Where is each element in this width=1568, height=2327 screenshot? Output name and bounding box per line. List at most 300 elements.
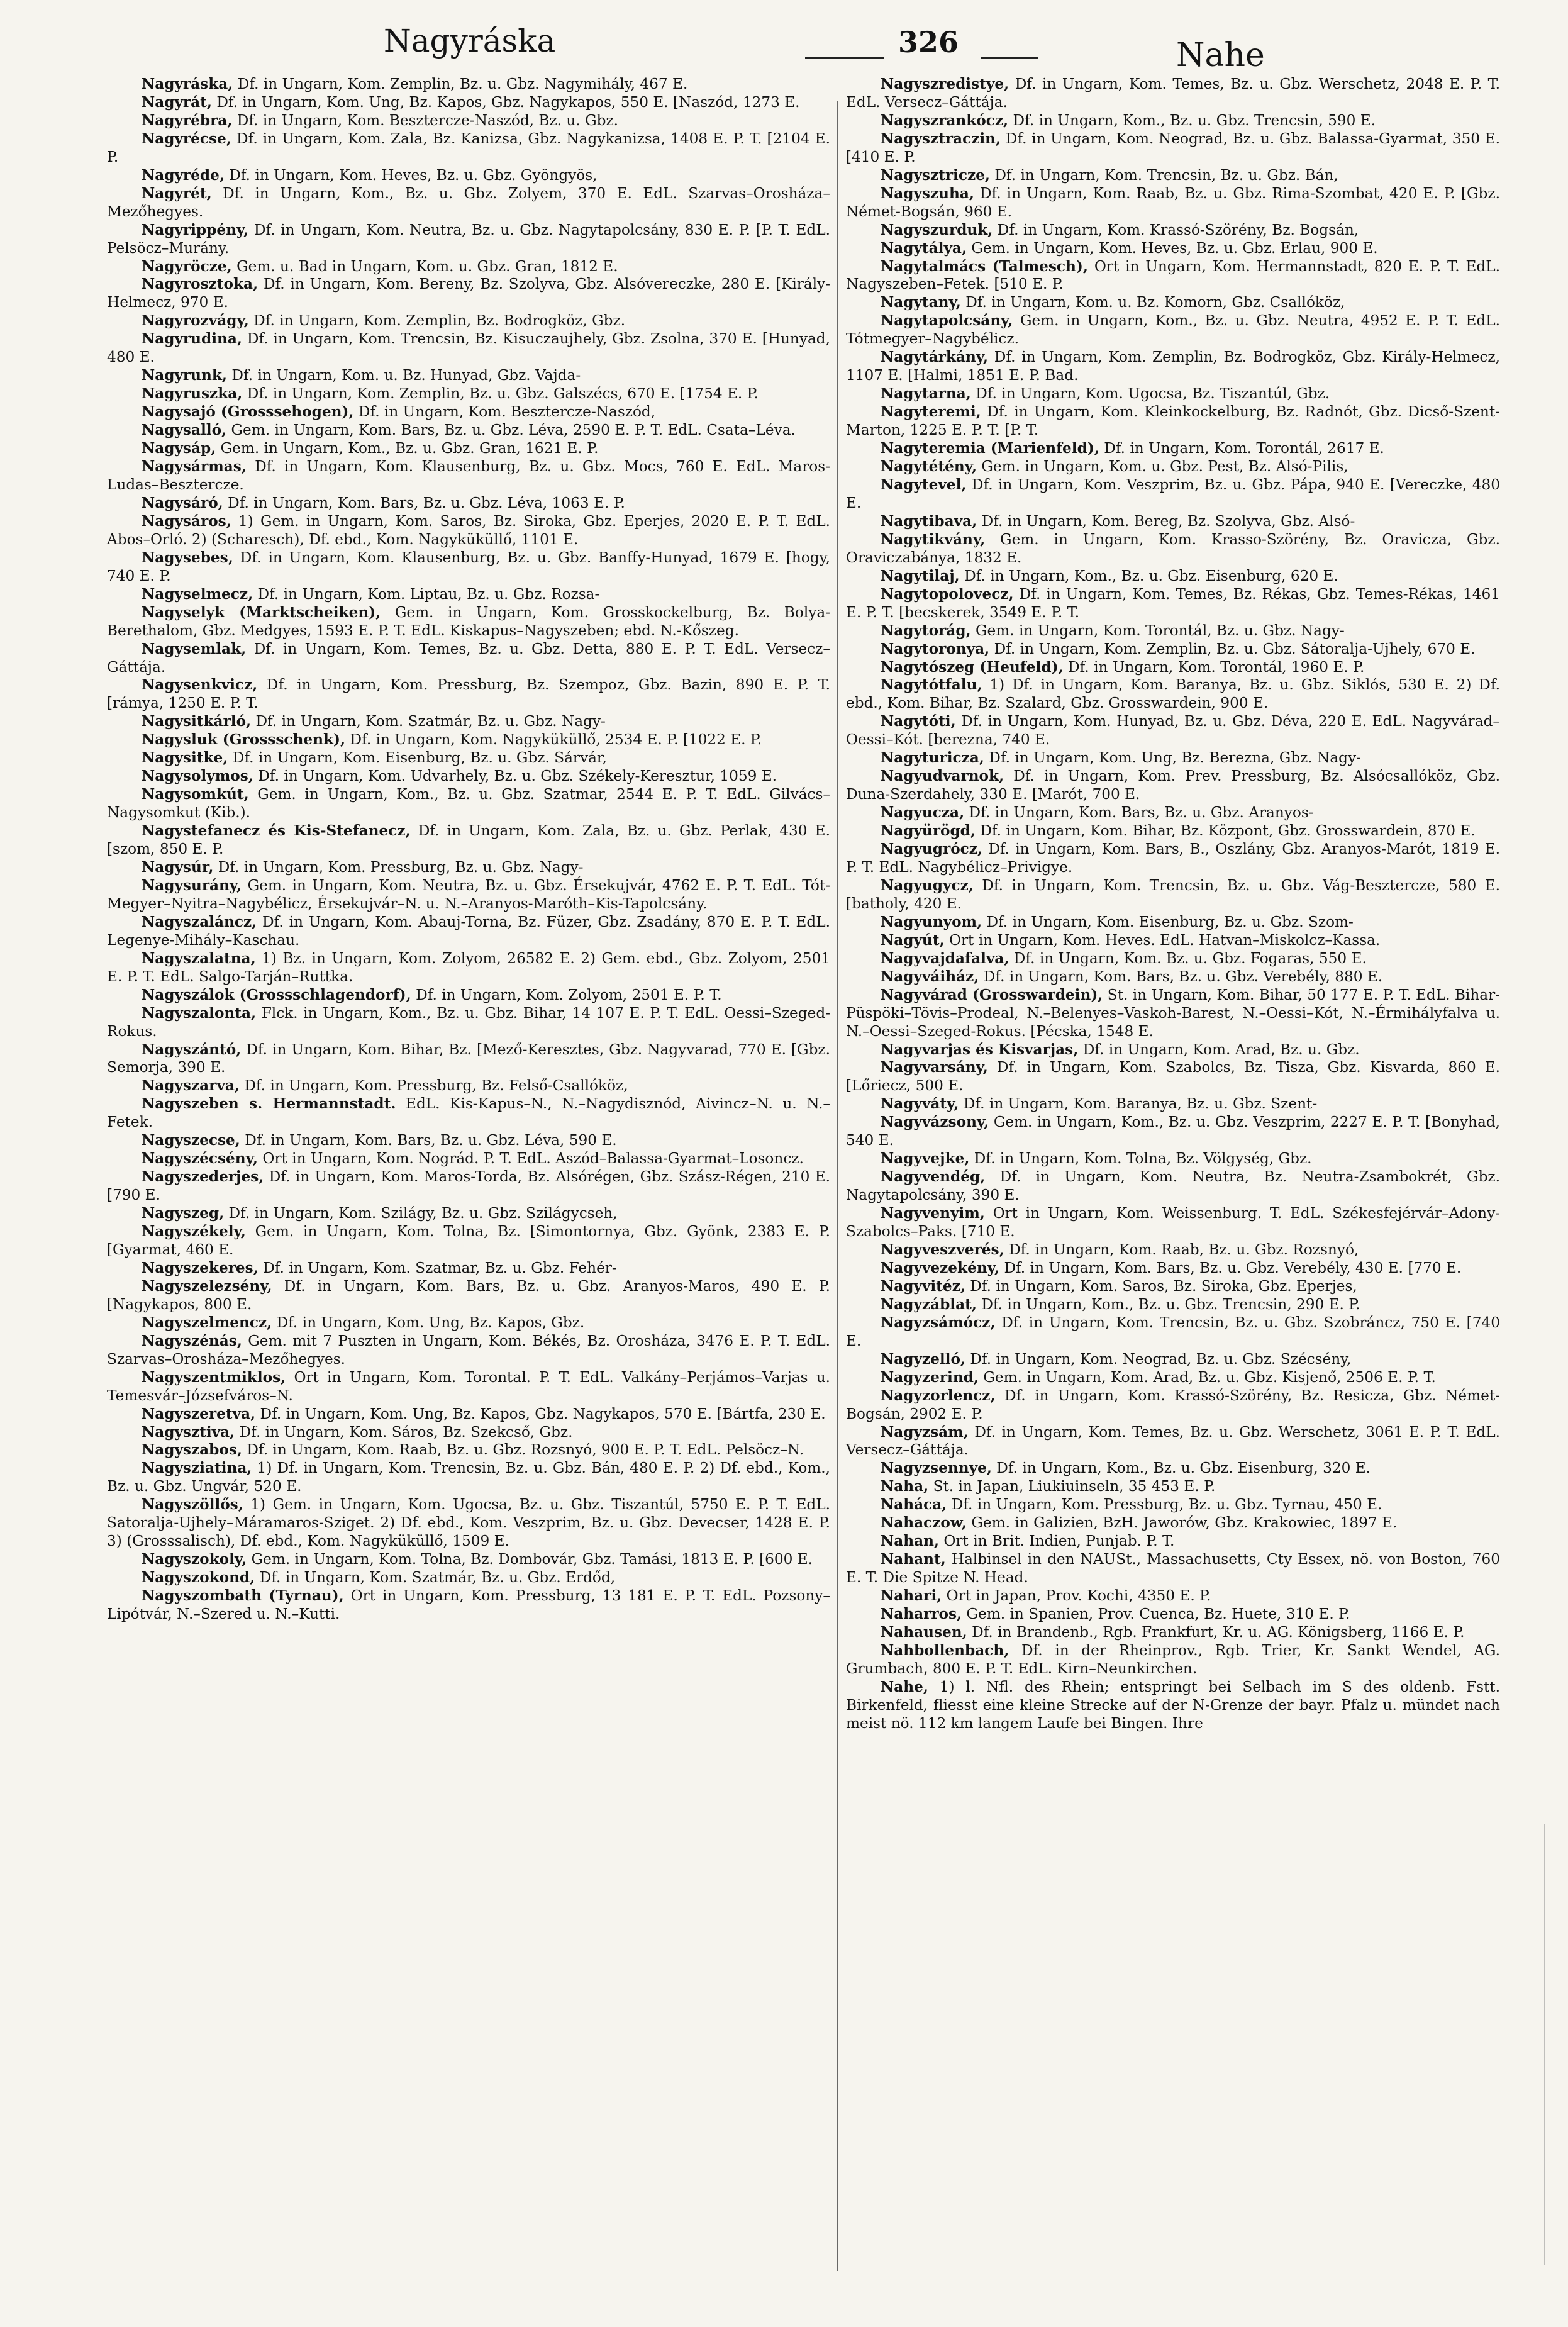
dictionary-entry (846, 221, 1500, 240)
entry-text: Df. in Ungarn, Kom. Bars, Bz. u. Gbz. Verebély, 430 E. [770 E. (1004, 1259, 1462, 1276)
entry-text: Df. in Ungarn, Kom. Neutra, Bz. Neutra-Zsambokrét, Gbz. Nagytapolcsány, 390 E. (846, 1168, 1500, 1204)
dictionary-entry (846, 1259, 1500, 1278)
entry-headword: Nagytoronya, (881, 640, 990, 657)
entry-text: Df. in Brandenb., Rgb. Frankfurt, Kr. u. AG. Königsberg, 1166 E. P. (972, 1624, 1465, 1641)
dictionary-entry (846, 130, 1500, 167)
dictionary-entry (107, 385, 830, 403)
entry-text: Df. in Ungarn, Kom. Szatmár, Bz. u. Gbz. Nagy- (255, 713, 606, 730)
dictionary-entry (107, 1441, 830, 1459)
dictionary-entry (107, 950, 830, 986)
entry-headword: Nagyteremia (Marienfeld), (881, 440, 1099, 457)
entry-headword: Nagyszálok (Grossschlagendorf), (142, 986, 411, 1003)
entry-headword: Nagyszuha, (881, 184, 974, 202)
dictionary-entry (846, 1241, 1500, 1259)
entry-text: Df. in Ungarn, Kom. Pressburg, Bz. u. Gbz. Tyrnau, 450 E. (951, 1496, 1382, 1514)
dictionary-entry (846, 932, 1500, 950)
dictionary-entry (107, 640, 830, 677)
dictionary-entry (846, 458, 1500, 476)
dictionary-entry (107, 1132, 830, 1150)
entry-text: Df. in der Rheinprov., Rgb. Trier, Kr. Sankt Wendel, AG. Grumbach, 800 E. P. T. EdL. Kirn–Neunkirchen. (846, 1641, 1501, 1677)
entry-headword: Nagysenkvicz, (142, 676, 258, 694)
entry-text: Ort in Japan, Prov. Kochi, 4350 E. P. (946, 1587, 1211, 1605)
dictionary-entry (846, 476, 1500, 513)
entry-text: Df. in Ungarn, Kom. Tolna, Bz. Völgység, Gbz. (974, 1150, 1312, 1168)
entry-text: Df. in Ungarn, Kom. u. Bz. Komorn, Gbz. Csallóköz, (965, 294, 1345, 311)
entry-headword: Nagyvitéz, (881, 1277, 965, 1295)
dictionary-entry (846, 1351, 1500, 1369)
dictionary-entry (107, 1569, 830, 1587)
dictionary-entry (846, 1532, 1500, 1551)
page-edge-mark (1544, 1824, 1545, 2265)
entry-text: Gem. in Ungarn, Kom., Bz. u. Gbz. Gran, 1621 E. P. (220, 440, 599, 457)
entry-headword: Nagysemlak, (142, 640, 247, 657)
dictionary-entry (107, 713, 830, 731)
entry-text: Gem. mit 7 Puszten in Ungarn, Kom. Békés, Bz. Orosháza, 3476 E. P. T. EdL. Szarvas–Orosháza–Mezőhegyes. (107, 1332, 831, 1368)
entry-text: Df. in Ungarn, Kom. Zolyom, 2501 E. P. T. (416, 986, 722, 1003)
entry-text: Df. in Ungarn, Kom. Krassó-Szörény, Bz. Resicza, Gbz. Német-Bogsán, 2902 E. P. (846, 1387, 1500, 1422)
dictionary-entry (107, 822, 830, 859)
entry-text: Df. in Ungarn, Kom. Besztercze-Naszód, (358, 403, 656, 421)
entry-headword: Nagyucza, (881, 804, 965, 822)
entry-headword: Nahari, (881, 1587, 942, 1605)
dictionary-entry (846, 1642, 1500, 1678)
entry-text: Df. in Ungarn, Kom., Bz. u. Gbz. Zolyem, 370 E. EdL. Szarvas–Orosháza–Mezőhegyes. (107, 184, 831, 220)
dictionary-entry (846, 1205, 1500, 1241)
entry-text: Df. in Ungarn, Kom. Hunyad, Bz. u. Gbz. Déva, 220 E. EdL. Nagyvárad–Oessi–Kót. [berezna, 740 E. (846, 713, 1501, 749)
dictionary-entry (846, 1459, 1500, 1478)
dictionary-entry (846, 1113, 1500, 1150)
entry-headword: Nagytilaj, (881, 567, 960, 584)
entry-text: Df. in Ungarn, Kom. Bereg, Bz. Szolyva, Gbz. Alsó- (981, 512, 1355, 530)
entry-headword: Nagyszeg, (142, 1205, 225, 1222)
dictionary-entry (107, 367, 830, 385)
dictionary-entry (846, 1424, 1500, 1460)
dictionary-entry (107, 167, 830, 185)
dictionary-entry (846, 1059, 1500, 1095)
entry-headword: Nagysluk (Grossschenk), (142, 731, 346, 749)
dictionary-entry (846, 1041, 1500, 1059)
entry-text: Df. in Ungarn, Kom. Raab, Bz. u. Gbz. Rozsnyó, 900 E. P. T. EdL. Pelsöcz–N. (247, 1441, 804, 1459)
dictionary-entry (846, 659, 1500, 677)
dictionary-entry (846, 1496, 1500, 1514)
entry-headword: Nagyugrócz, (881, 840, 983, 858)
entry-text: Ort in Ungarn, Kom. Weissenburg. T. EdL. Székesfejérvár–Adony-Szabolcs–Paks. [710 E. (846, 1205, 1501, 1241)
dictionary-entry (846, 676, 1500, 713)
header-first-entry: Nagyráska (384, 23, 556, 59)
entry-headword: Nagyzerind, (881, 1368, 979, 1386)
entry-headword: Nagysztiva, (142, 1423, 235, 1441)
entry-text: Df. in Ungarn, Kom. Besztercze-Naszód, Bz. u. Gbz. (236, 111, 619, 129)
entry-headword: Nahbollenbach, (881, 1641, 1009, 1659)
entry-text: Df. in Ungarn, Kom. Zemplin, Bz. u. Gbz. Nagymihály, 467 E. (237, 75, 688, 92)
header-dash-right (981, 57, 1038, 59)
dictionary-entry (107, 221, 830, 258)
entry-text: Df. in Ungarn, Kom. Veszprim, Bz. u. Gbz. Pápa, 940 E. [Vereczke, 480 E. (846, 476, 1501, 511)
dictionary-entry (107, 549, 830, 586)
entry-text: Df. in Ungarn, Kom. Temes, Bz. u. Gbz. Werschetz, 3061 E. P. T. EdL. Versecz–Gáttája. (846, 1423, 1500, 1459)
entry-text: Df. in Ungarn, Kom. Bz. u. Gbz. Fogaras, 550 E. (1013, 949, 1367, 967)
entry-headword: Nagyvendég, (881, 1168, 986, 1186)
dictionary-entry (846, 1150, 1500, 1168)
dictionary-entry (846, 749, 1500, 767)
entry-text: Df. in Ungarn, Kom. Zemplin, Bz. Bodrogköz, Gbz. (253, 312, 626, 330)
entry-headword: Nagysitke, (142, 749, 228, 767)
entry-headword: Nagyürögd, (881, 822, 976, 840)
entry-headword: Nagysáró, (142, 494, 223, 511)
entry-headword: Nagyveszverés, (881, 1241, 1004, 1258)
entry-headword: Nagysebes, (142, 549, 233, 566)
entry-headword: Nagyvajdafalva, (881, 949, 1009, 967)
entry-headword: Nagysztricze, (881, 166, 990, 184)
entry-headword: Nagytikvány, (881, 530, 986, 548)
dictionary-entry (107, 1314, 830, 1332)
entry-text: Df. in Ungarn, Kom. Temes, Bz. Rékas, Gbz. Temes-Rékas, 1461 E. P. T. [becskerek, 3549 E. P. T. (846, 585, 1501, 621)
entry-headword: Nagyrudina, (142, 330, 242, 348)
dictionary-entry (846, 531, 1500, 567)
dictionary-entry (846, 586, 1500, 622)
dictionary-entry (846, 167, 1500, 185)
entry-headword: Nagytibava, (881, 512, 977, 530)
dictionary-entry (846, 1278, 1500, 1296)
dictionary-entry (107, 1168, 830, 1205)
dictionary-entry (107, 1223, 830, 1259)
entry-headword: Nagysztraczin, (881, 130, 1001, 147)
entry-headword: Nagyselmecz, (142, 585, 253, 603)
entry-text: Df. in Ungarn, Kom. Bihar, Bz. [Mező-Keresztes, Gbz. Nagyvarad, 770 E. [Gbz. Semorja, 390 E. (107, 1041, 831, 1076)
entry-headword: Nagyszokoly, (142, 1551, 247, 1568)
entry-text: Gem. in Ungarn, Kom. Neutra, Bz. u. Gbz. Érsekujvár, 4762 E. P. T. EdL. Tót-Megyer–Nyitra–Nagybélicz, Érsekujvár–N. u. N.–Aranyos-Maróth–Kis-Tapolcsány. (107, 876, 830, 912)
entry-text: Df. in Ungarn, Kom. Maros-Torda, Bz. Alsórégen, Gbz. Szász-Régen, 210 E. [790 E. (107, 1168, 830, 1204)
dictionary-entry (846, 112, 1500, 130)
entry-text: Df. in Ungarn, Kom. Eisenburg, Bz. u. Gbz. Szom- (986, 913, 1354, 930)
entry-headword: Nagysáros, (142, 512, 231, 530)
entry-text: Gem. in Ungarn, Kom. Bars, Bz. u. Gbz. Léva, 2590 E. P. T. EdL. Csata–Léva. (231, 421, 796, 439)
entry-text: Df. in Ungarn, Kom. Heves, Bz. u. Gbz. Gyöngyös, (229, 166, 598, 184)
dictionary-entry (846, 349, 1500, 385)
dictionary-entry (846, 1678, 1500, 1733)
entry-text: 1) Bz. in Ungarn, Kom. Zolyom, 26582 E. 2) Gem. ebd., Gbz. Zolyom, 2501 E. P. T. EdL. Salgo-Tarján–Ruttka. (107, 949, 831, 985)
entry-text: Ort in Ungarn, Kom. Heves. EdL. Hatvan–Miskolcz–Kassa. (948, 931, 1381, 949)
entry-headword: Nagyröcze, (142, 257, 232, 275)
dictionary-entry (846, 1369, 1500, 1387)
entry-text: Gem. u. Bad in Ungarn, Kom. u. Gbz. Gran, 1812 E. (236, 257, 618, 275)
entry-headword: Nagyszabos, (142, 1441, 242, 1459)
entry-headword: Nagyselyk (Marktscheiken), (142, 603, 381, 621)
entry-text: Df. in Ungarn, Kom. Zemplin, Bz. u. Gbz. Galszécs, 670 E. [1754 E. P. (247, 385, 759, 403)
entry-headword: Nagysármas, (142, 458, 247, 476)
entry-headword: Nagytalmács (Talmesch), (881, 257, 1088, 275)
dictionary-entry (107, 312, 830, 330)
dictionary-entry (846, 968, 1500, 986)
entry-headword: Nagytopolovecz, (881, 585, 1014, 603)
dictionary-entry (107, 913, 830, 950)
dictionary-entry (107, 731, 830, 749)
entry-headword: Nagytarna, (881, 385, 971, 403)
entry-headword: Nagyszentmiklos, (142, 1368, 286, 1386)
entry-text: Df. in Ungarn, Kom. Klausenburg, Bz. u. Gbz. Mocs, 760 E. EdL. Maros-Ludas–Besztercze. (107, 458, 830, 493)
entry-headword: Nahan, (881, 1532, 940, 1550)
entry-text: Flck. in Ungarn, Kom., Bz. u. Gbz. Bihar, 14 107 E. P. T. EdL. Oessi–Szeged-Rokus. (107, 1004, 830, 1040)
entry-text: Df. in Ungarn, Kom., Bz. u. Gbz. Trencsin, 290 E. P. (981, 1295, 1360, 1313)
entry-headword: Nagyszombath (Tyrnau), (142, 1587, 344, 1605)
entry-headword: Nagysziatina, (142, 1459, 252, 1477)
entry-text: Gem. in Ungarn, Kom., Bz. u. Gbz. Neutra, 4952 E. P. T. EdL. Tótmegyer–Nagybélicz. (846, 312, 1500, 348)
entry-headword: Nagyráska, (142, 75, 233, 92)
entry-headword: Nagysitkárló, (142, 713, 252, 730)
entry-headword: Nagyút, (881, 931, 945, 949)
dictionary-entry (846, 1514, 1500, 1532)
dictionary-entry (107, 1077, 830, 1095)
entry-headword: Nahausen, (881, 1624, 967, 1641)
dictionary-entry (846, 640, 1500, 659)
dictionary-entry (846, 403, 1500, 440)
dictionary-entry (107, 1205, 830, 1223)
entry-text: Df. in Ungarn, Kom. Arad, Bz. u. Gbz. (1082, 1041, 1360, 1058)
entry-text: Df. in Ungarn, Kom. Bihar, Bz. Központ, Gbz. Grosswardein, 870 E. (980, 822, 1476, 840)
dictionary-entry (846, 840, 1500, 877)
entry-text: Df. in Ungarn, Kom. Bars, Bz. u. Gbz. Léva, 590 E. (245, 1132, 617, 1149)
entry-text: Gem. in Ungarn, Kom. Heves, Bz. u. Gbz. Erlau, 900 E. (971, 239, 1378, 257)
entry-text: Df. in Ungarn, Kom. Raab, Bz. u. Gbz. Rima-Szombat, 420 E. P. [Gbz. Német-Bogsán, 960 E. (846, 184, 1500, 220)
dictionary-entry (846, 312, 1500, 349)
dictionary-entry (846, 1551, 1500, 1587)
entry-text: Df. in Ungarn, Kom. Szilágy, Bz. u. Gbz. Szilágycseh, (228, 1205, 618, 1222)
entry-text: Df. in Ungarn, Kom. Abauj-Torna, Bz. Füzer, Gbz. Zsadány, 870 E. P. T. EdL. Legenye-Mihály–Kaschau. (107, 913, 830, 949)
entry-headword: Nagyrét, (142, 184, 212, 202)
entry-text: Df. in Ungarn, Kom. Ung, Bz. Berezna, Gbz. Nagy- (989, 749, 1361, 767)
entry-text: Gem. in Ungarn, Kom., Bz. u. Gbz. Veszprim, 2227 E. P. T. [Bonyhad, 540 E. (846, 1113, 1501, 1149)
dictionary-entry (107, 112, 830, 130)
entry-text: 1) Gem. in Ungarn, Kom. Ugocsa, Bz. u. Gbz. Tiszantúl, 5750 E. P. T. EdL. Satoralja-Ujhely–Máramaros-Sziget. 2) Df. ebd., Kom. Veszprim, Bz. u. Gbz. Devecser, 1428 E. P. 3) (Grosssalisch), Df. ebd., Kom. Nagyküküllő, 1509 E. (107, 1496, 830, 1550)
entry-text: Df. in Ungarn, Kom. Pressburg, Bz. u. Gbz. Nagy- (218, 858, 584, 876)
entry-headword: Nagyruszka, (142, 385, 243, 403)
dictionary-entry (846, 1168, 1500, 1205)
dictionary-entry (846, 1605, 1500, 1624)
entry-text: Df. in Ungarn, Kom. Temes, Bz. u. Gbz. Detta, 880 E. P. T. EdL. Versecz–Gáttája. (107, 640, 830, 676)
dictionary-entry (107, 1278, 830, 1314)
dictionary-entry (846, 767, 1500, 804)
dictionary-entry (846, 713, 1500, 749)
entry-text: Df. in Ungarn, Kom. Ung, Bz. Kapos, Gbz. (276, 1314, 585, 1331)
dictionary-entry (107, 1405, 830, 1424)
entry-text: Df. in Ungarn, Kom. Kleinkockelburg, Bz. Radnót, Gbz. Dicső-Szent-Marton, 1225 E. P. T. [P. T. (846, 403, 1501, 439)
dictionary-entry (846, 1387, 1500, 1424)
entry-headword: Nagyrébra, (142, 111, 233, 129)
dictionary-entry (107, 258, 830, 276)
dictionary-entry (846, 1624, 1500, 1642)
dictionary-entry (107, 1150, 830, 1168)
entry-headword: Nagysáp, (142, 440, 216, 457)
dictionary-entry (846, 877, 1500, 913)
dictionary-entry (846, 1095, 1500, 1113)
entry-text: 1) Df. in Ungarn, Kom. Trencsin, Bz. u. Gbz. Bán, 480 E. P. 2) Df. ebd., Kom., Bz. u. Gbz. Ungvár, 520 E. (107, 1459, 831, 1495)
dictionary-entry (846, 913, 1500, 932)
entry-text: Gem. in Ungarn, Kom. Tolna, Bz. Dombovár, Gbz. Tamási, 1813 E. P. [600 E. (251, 1551, 813, 1568)
entry-text: Halbinsel in den NAUSt., Massachusetts, Cty Essex, nö. von Boston, 760 E. T. Die Spitze N. Head. (846, 1551, 1500, 1587)
dictionary-entry (107, 1041, 830, 1078)
entry-headword: Naharros, (881, 1605, 962, 1623)
dictionary-entry (107, 440, 830, 458)
entry-headword: Nagysurány, (142, 876, 242, 894)
entry-headword: Nagyszederjes, (142, 1168, 264, 1186)
page-number: 326 (898, 25, 959, 59)
entry-text: Ort in Ungarn, Kom. Torontal. P. T. EdL. Valkány–Perjámos–Varjas u. Temesvár–Józsefváros–N. (107, 1368, 831, 1404)
entry-headword: Nagyvárad (Grosswardein), (881, 986, 1103, 1003)
entry-text: Df. in Ungarn, Kom. Baranya, Bz. u. Gbz. Szent- (963, 1095, 1318, 1113)
entry-headword: Nagyzáblat, (881, 1295, 977, 1313)
dictionary-entry (107, 403, 830, 421)
entry-text: Df. in Ungarn, Kom. Neograd, Bz. u. Gbz. Balassa-Gyarmat, 350 E. [410 E. P. (846, 130, 1500, 165)
entry-headword: Nagyszeretva, (142, 1405, 256, 1422)
dictionary-entry (107, 185, 830, 221)
entry-text: Df. in Ungarn, Kom. Raab, Bz. u. Gbz. Rozsnyó, (1009, 1241, 1359, 1258)
entry-text: EdL. Kis-Kapus–N., N.–Nagydisznód, Aivincz–N. u. N.–Fetek. (107, 1095, 830, 1131)
entry-text: 1) l. Nfl. des Rhein; entspringt bei Selbach im S des oldenb. Fstt. Birkenfeld, fliesst eine kleine Strecke auf der N-Grenze der bayr. Pfalz u. mündet nach meist nö. 112 km langem Laufe bei Bingen. Ihre (846, 1678, 1501, 1732)
dictionary-entry (846, 440, 1500, 458)
entry-headword: Nagyszalatna, (142, 949, 256, 967)
entry-text: Df. in Ungarn, Kom. Liptau, Bz. u. Gbz. Rozsa- (257, 585, 600, 603)
dictionary-entry (107, 513, 830, 549)
entry-text: Df. in Ungarn, Kom. Pressburg, Bz. Szempoz, Gbz. Bazin, 890 E. P. T. [rámya, 1250 E. P. T. (107, 676, 830, 712)
entry-text: Gem. in Galizien, BzH. Jaworów, Gbz. Krakowiec, 1897 E. (971, 1514, 1398, 1532)
entry-text: Gem. in Ungarn, Kom., Bz. u. Gbz. Szatmar, 2544 E. P. T. EdL. Gilvács–Nagysomkut (Kib.). (107, 786, 830, 822)
entry-text: Df. in Ungarn, Kom. Temes, Bz. u. Gbz. Werschetz, 2048 E. P. T. EdL. Versecz–Gáttája. (846, 75, 1501, 111)
entry-text: Df. in Ungarn, Kom. Klausenburg, Bz. u. Gbz. Banffy-Hunyad, 1679 E. [hogy, 740 E. P. (107, 549, 831, 584)
dictionary-entry (107, 1332, 830, 1369)
dictionary-entry (107, 1369, 830, 1405)
entry-text: Df. in Ungarn, Kom. Zala, Bz. Kanizsa, Gbz. Nagykanizsa, 1408 E. P. T. [2104 E. P. (107, 130, 830, 165)
dictionary-entry (846, 294, 1500, 312)
dictionary-entry (846, 622, 1500, 640)
entry-text: Df. in Ungarn, Kom. Trencsin, Bz. Kisuczaujhely, Gbz. Zsolna, 370 E. [Hunyad, 480 E. (107, 330, 830, 366)
entry-text: Df. in Ungarn, Kom. Neutra, Bz. u. Gbz. Nagytapolcsány, 830 E. P. [P. T. EdL. Pelsöcz–Murány. (107, 221, 830, 257)
entry-headword: Nagyvenyim, (881, 1205, 985, 1222)
entry-text: Df. in Ungarn, Kom. Ung, Bz. Kapos, Gbz. Nagykapos, 550 E. [Naszód, 1273 E. (216, 93, 800, 111)
entry-headword: Nagyszékely, (142, 1223, 246, 1241)
entry-headword: Nagyteremi, (881, 403, 981, 421)
entry-headword: Nagyugycz, (881, 876, 974, 894)
entry-headword: Nagyvarsány, (881, 1059, 988, 1076)
entry-text: Df. in Ungarn, Kom. Prev. Pressburg, Bz. Alsócsallóköz, Gbz. Duna-Szerdahely, 330 E. [Marót, 700 E. (846, 767, 1500, 803)
entry-headword: Nagyszelmencz, (142, 1314, 272, 1331)
entry-text: St. in Ungarn, Kom. Bihar, 50 177 E. P. T. EdL. Bihar-Püspöki–Tövis–Prodeal, N.–Belenyes–Vaskoh-Barest, N.–Oessi–Kót, N.–Érmihályfalva u. N.–Oessi–Szeged-Rokus. [Pécska, 1548 E. (846, 986, 1500, 1040)
dictionary-entry (107, 276, 830, 312)
entry-headword: Nagyszecse, (142, 1132, 240, 1149)
entry-headword: Nahant, (881, 1551, 946, 1568)
entry-headword: Naháca, (881, 1496, 947, 1514)
entry-text: Df. in Ungarn, Kom. Bars, Bz. u. Gbz. Aranyos-Maros, 490 E. P. [Nagykapos, 800 E. (107, 1277, 830, 1313)
entry-headword: Nagytóti, (881, 713, 956, 730)
entry-text: Df. in Ungarn, Kom. Neograd, Bz. u. Gbz. Szécsény, (970, 1350, 1352, 1368)
entry-headword: Nagyrát, (142, 93, 212, 111)
entry-headword: Nagytétény, (881, 458, 977, 476)
entry-headword: Nagytószeg (Heufeld), (881, 658, 1064, 676)
dictionary-entry (846, 258, 1500, 294)
entry-headword: Nagyváty, (881, 1095, 959, 1113)
entry-headword: Nagysomkút, (142, 786, 249, 803)
right-column (846, 75, 1500, 1733)
entry-headword: Nagyrozvágy, (142, 312, 249, 330)
entry-text: Df. in Ungarn, Kom. Ung, Bz. Kapos, Gbz. Nagykapos, 570 E. [Bártfa, 230 E. (260, 1405, 826, 1422)
entry-headword: Nagyszécsény, (142, 1150, 258, 1168)
entry-headword: Nahe, (881, 1678, 928, 1695)
entry-text: Df. in Ungarn, Kom. Bars, Bz. u. Gbz. Aranyos- (969, 804, 1314, 822)
dictionary-entry (846, 385, 1500, 403)
dictionary-entry (107, 859, 830, 877)
entry-text: Df. in Ungarn, Kom., Bz. u. Gbz. Eisenburg, 620 E. (964, 567, 1338, 584)
entry-headword: Nagyszarva, (142, 1077, 240, 1095)
dictionary-entry (107, 986, 830, 1005)
entry-text: Df. in Ungarn, Kom. Ugocsa, Bz. Tiszantúl, Gbz. (976, 385, 1330, 403)
dictionary-entry (107, 1005, 830, 1041)
entry-text: Df. in Ungarn, Kom. Zala, Bz. u. Gbz. Perlak, 430 E. [szom, 850 E. P. (107, 822, 830, 858)
dictionary-entry (846, 1478, 1500, 1496)
entry-headword: Nagyszrankócz, (881, 111, 1009, 129)
dictionary-entry (107, 1551, 830, 1569)
entry-text: Df. in Ungarn, Kom. Trencsin, Bz. u. Gbz. Szobráncz, 750 E. [740 E. (846, 1314, 1500, 1349)
dictionary-entry (107, 75, 830, 94)
entry-text: Df. in Ungarn, Kom. Szatmár, Bz. u. Gbz. Erdőd, (259, 1569, 616, 1587)
entry-headword: Nagyszeben s. Hermannstadt. (142, 1095, 396, 1113)
entry-text: Df. in Ungarn, Kom. Eisenburg, Bz. u. Gbz. Sárvár, (232, 749, 607, 767)
dictionary-entry (846, 1314, 1500, 1351)
entry-text: Df. in Ungarn, Kom. Bereny, Bz. Szolyva, Gbz. Alsóvereczke, 280 E. [Király-Helmecz, 970 E. (107, 276, 830, 311)
entry-headword: Nagyturicza, (881, 749, 984, 767)
dictionary-entry (107, 1587, 830, 1624)
header-last-entry: Nahe (1176, 36, 1265, 74)
entry-text: Df. in Ungarn, Kom. Bars, Bz. u. Gbz. Verebély, 880 E. (983, 968, 1383, 985)
dictionary-entry (846, 240, 1500, 258)
entry-text: Df. in Ungarn, Kom. Torontál, 1960 E. P. (1068, 658, 1365, 676)
entry-text: Gem. in Ungarn, Kom. Krasso-Szörény, Bz. Oravicza, Gbz. Oraviczabánya, 1832 E. (846, 530, 1500, 566)
entry-headword: Nagytevel, (881, 476, 967, 493)
entry-headword: Nagytorág, (881, 622, 971, 639)
entry-headword: Nagyszredistye, (881, 75, 1009, 92)
entry-text: Gem. in Ungarn, Kom. Tolna, Bz. [Simontornya, Gbz. Gyönk, 2383 E. P. [Gyarmat, 460 E. (107, 1223, 830, 1258)
entry-headword: Nagysajó (Grosssehogen), (142, 403, 354, 421)
dictionary-entry (107, 586, 830, 604)
entry-text: Ort in Ungarn, Kom. Hermannstadt, 820 E. P. T. EdL. Nagyszeben–Fetek. [510 E. P. (846, 257, 1500, 293)
entry-headword: Nagyréde, (142, 166, 225, 184)
entry-headword: Naha, (881, 1478, 929, 1495)
dictionary-entry (107, 604, 830, 640)
dictionary-entry (107, 676, 830, 713)
entry-text: Gem. in Ungarn, Kom. Grosskockelburg, Bz. Bolya-Berethalom, Gbz. Medgyes, 1593 E. P. T. EdL. Kiskapus–Nagyszeben; ebd. N.-Kőszeg. (107, 603, 831, 639)
left-column (107, 75, 830, 1624)
entry-text: Gem. in Spanien, Prov. Cuenca, Bz. Huete, 310 E. P. (966, 1605, 1350, 1623)
dictionary-entry (846, 822, 1500, 840)
entry-headword: Nagysalló, (142, 421, 227, 439)
entry-text: Df. in Ungarn, Kom. Szatmar, Bz. u. Gbz. Fehér- (263, 1259, 617, 1276)
dictionary-entry (107, 494, 830, 513)
entry-text: Df. in Ungarn, Kom. Nagyküküllő, 2534 E. P. [1022 E. P. (350, 731, 762, 749)
entry-headword: Nagyszénás, (142, 1332, 242, 1349)
entry-headword: Nagyszurduk, (881, 221, 993, 238)
dictionary-entry (107, 458, 830, 494)
dictionary-entry (846, 986, 1500, 1041)
dictionary-entry (107, 877, 830, 913)
dictionary-entry (846, 804, 1500, 822)
entry-text: Df. in Ungarn, Kom. Saros, Bz. Siroka, Gbz. Eperjes, (970, 1277, 1357, 1295)
entry-headword: Nagytárkány, (881, 349, 989, 366)
entry-headword: Nagyszalonta, (142, 1004, 257, 1022)
entry-headword: Nagytálya, (881, 239, 967, 257)
entry-text: Gem. in Ungarn, Kom. Torontál, Bz. u. Gbz. Nagy- (975, 622, 1345, 639)
entry-text: Ort in Ungarn, Kom. Nográd. P. T. EdL. Aszód–Balassa-Gyarmat–Losoncz. (262, 1150, 804, 1168)
dictionary-entry (846, 1587, 1500, 1605)
entry-text: 1) Df. in Ungarn, Kom. Baranya, Bz. u. Gbz. Siklós, 530 E. 2) Df. ebd., Kom. Bihar, Bz. Szalard, Gbz. Grosswardein, 900 E. (846, 676, 1501, 712)
entry-headword: Nagyudvarnok, (881, 767, 1004, 785)
